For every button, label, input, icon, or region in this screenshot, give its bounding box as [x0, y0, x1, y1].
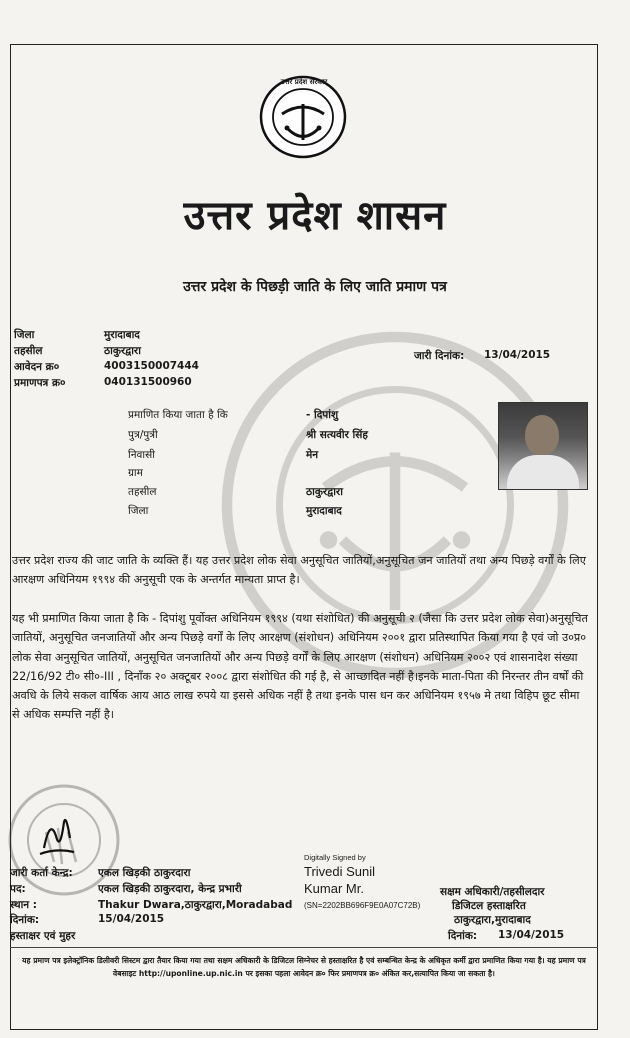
authority-digital-sign: डिजिटल हस्ताक्षरित	[452, 900, 526, 912]
details-tehsil-value: ठाकुरद्वारा	[306, 486, 343, 498]
resident-value: मेन	[306, 449, 319, 461]
authority-date-label: दिनांक:	[448, 930, 478, 942]
tehsil-value: ठाकुरद्वारा	[104, 345, 141, 357]
details-tehsil-label: तहसील	[128, 486, 157, 498]
signature-serial: (SN=2202BB696F9E0A07C72B)	[304, 901, 421, 910]
issuer-date-label: दिनांक:	[10, 914, 40, 926]
village-label: ग्राम	[128, 467, 143, 479]
issue-date-label: जारी दिनांक:	[414, 350, 465, 362]
issuer-centre-value: एकल खिड़की ठाकुरदारा	[98, 867, 191, 879]
parent-name: श्री सत्यवीर सिंह	[306, 429, 368, 441]
details-district-label: जिला	[128, 505, 149, 517]
body-paragraph-1: उत्तर प्रदेश राज्य की जाट जाति के व्यक्ति हैं। यह उत्तर प्रदेश लोक सेवा अनुसूचित जातियों,अनुसूचित जन जातियों तथा अन्य पिछड़े वर्गों के लिए आरक्षण अधिनियम १९९४ की अनुसूची एक के अन्तर्गत मान्यता प्राप्त है।	[12, 554, 586, 587]
application-label: आवेदन क्र०	[14, 361, 60, 373]
signature-icon	[36, 808, 78, 860]
authority-date-value: 13/04/2015	[498, 929, 565, 941]
application-number: 4003150007444	[104, 360, 199, 372]
certify-name: - दिपांशु	[306, 409, 339, 421]
body-paragraph-2: यह भी प्रमाणित किया जाता है कि - दिपांशु पूर्वोक्त अधिनियम १९९४ (यथा संशोधित) की अनुसूची २ (जैसा कि उत्तर प्रदेश लोक सेवा)अनुसूचित जातियों, अनुसूचित जनजातियों और अन्य पिछड़े वर्गों के लिए आरक्षण (संशोधन) अधिनियम २००१ द्वारा प्रतिस्थापित किया गया है एवं जो उ०प्र० लोक सेवा अनुसूचित जातियों, अनुसूचित जनजातियों और अन्य पिछड़े वर्गों के लिए आरक्षण (संशोधन) अधिनियम २००२ एवं शासनादेश संख्या 22/16/92 टी० सी०-III , दिनाँक २० अक्टूबर २००८ द्वारा संशोधित की गई है, से आच्छादित नहीं है।इनके माता-पिता की निरन्तर तीन वर्षों की अवधि के लिये सकल वार्षिक आय आठ लाख रुपये या इससे अधिक नहीं है तथा इनके पास धन कर अधिनियम १९५७ मे तथा विहिप छूट सीमा से अधिक सम्पत्ति नहीं है।	[12, 612, 588, 722]
district-label: जिला	[14, 329, 35, 341]
footer-note: यह प्रमाण पत्र इलेक्ट्रॉनिक डिलीवरी सिस्टम द्वारा तैयार किया गया तथा सक्षम अधिकारी के डिजिटल सिग्नेचर से हस्ताक्षरित है एवं सम्बन्धित केन्द्र के अधिकृत कर्मी द्वारा प्रमाणित किया गया है। यह प्रमाण पत्र वेबसाइट http://uponline.up.nic.in पर इसका पहला आवेदन क्र० फिर प्रमाणपत्र क्र० अंकित कर,सत्यापित किया जा सकता है।	[22, 956, 586, 978]
authority-office: ठाकुरद्वारा,मुरादाबाद	[454, 914, 531, 926]
applicant-photo	[498, 402, 588, 490]
digital-signature-caption: Digitally Signed by	[304, 853, 366, 862]
details-district-value: मुरादाबाद	[306, 505, 342, 517]
resident-label: निवासी	[128, 449, 155, 461]
issue-date-value: 13/04/2015	[484, 349, 551, 361]
issuer-place-label: स्थान :	[10, 899, 37, 911]
issuer-post-label: पद:	[10, 883, 26, 895]
emblem-text: उत्तर प्रदेश सरकार	[280, 78, 328, 86]
footer-divider	[10, 947, 598, 948]
issuer-place-value: Thakur Dwara,ठाकुरद्वारा,Moradabad	[98, 899, 293, 911]
certificate-number: 040131500960	[104, 376, 192, 388]
tehsil-label: तहसील	[14, 345, 43, 357]
issuer-centre-label: जारी कर्ता केन्द्र:	[10, 867, 73, 879]
certificate-subtitle: उत्तर प्रदेश के पिछड़ी जाति के लिए जाति प्रमाण पत्र	[183, 279, 447, 295]
district-value: मुरादाबाद	[104, 329, 140, 341]
issuer-post-value: एकल खिड़की ठाकुरदारा, केन्द्र प्रभारी	[98, 883, 242, 895]
signer-name-line1: Trivedi Sunil	[304, 864, 376, 879]
issuer-date-value: 15/04/2015	[98, 913, 165, 925]
sign-and-seal-label: हस्ताक्षर एवं मुहर	[10, 930, 76, 942]
certificate-label: प्रमाणपत्र क्र०	[14, 377, 66, 389]
certify-label: प्रमाणित किया जाता है कि	[128, 409, 228, 421]
parent-label: पुत्र/पुत्री	[128, 429, 158, 441]
signer-name-line2: Kumar Mr.	[304, 881, 364, 896]
authority-title: सक्षम अधिकारी/तहसीलदार	[440, 886, 545, 898]
page-title: उत्तर प्रदेश शासन	[183, 193, 447, 239]
